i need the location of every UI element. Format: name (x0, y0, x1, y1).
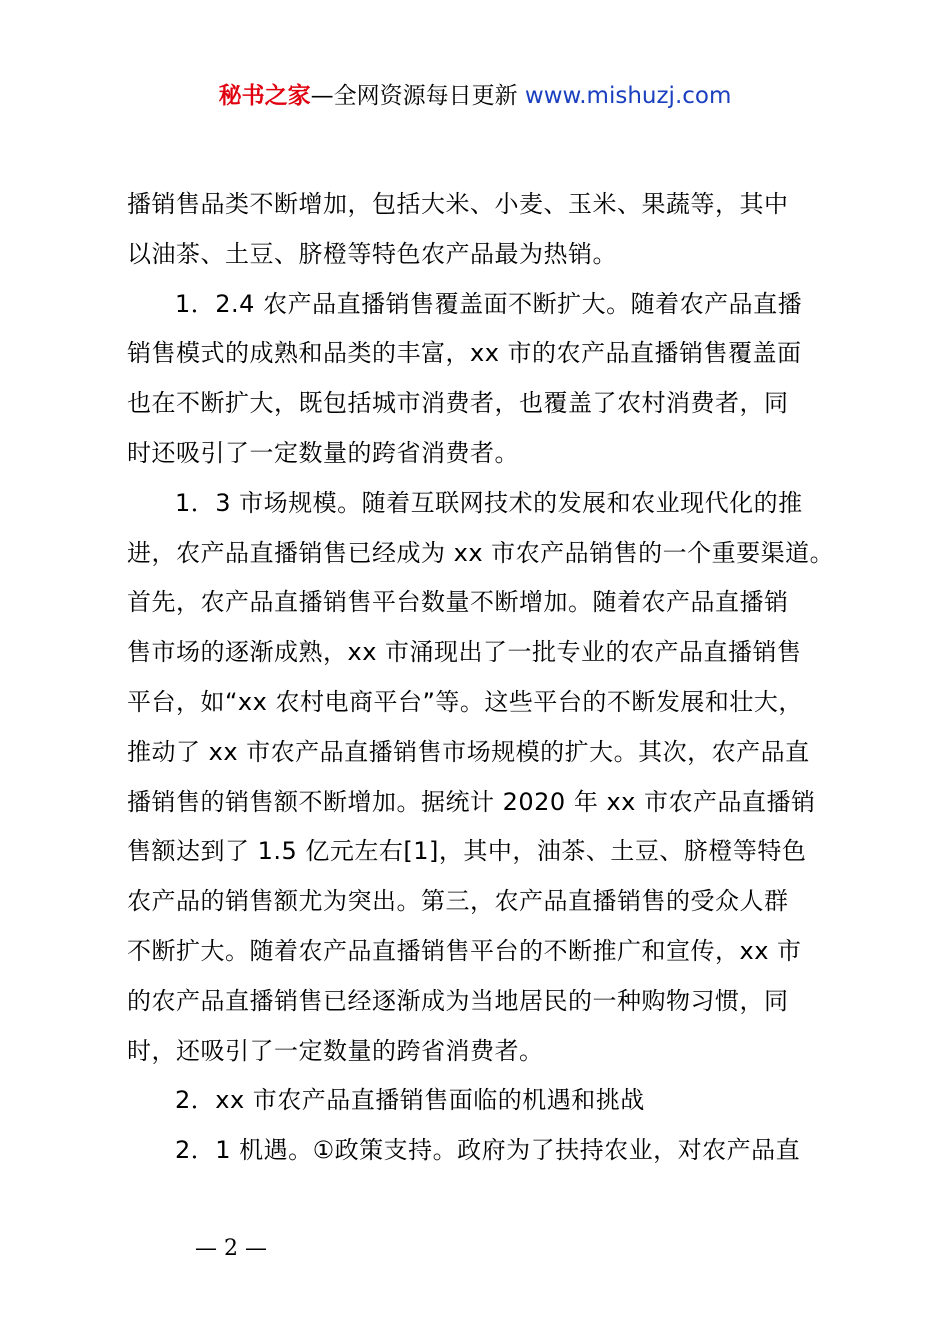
text-line: 播销售品类不断增加，包括大米、小麦、玉米、果蔬等，其中 (127, 190, 789, 218)
text-line: 2．xx 市农产品直播销售面临的机遇和挑战 (175, 1086, 645, 1115)
site-brand: 秘书之家 (218, 83, 311, 109)
document-body (127, 180, 839, 1176)
text-line: 1．2.4 农产品直播销售覆盖面不断扩大。随着农产品直播 (175, 289, 803, 318)
text-line: 平台，如“xx 农村电商平台”等。这些平台的不断发展和壮大， (127, 687, 803, 716)
text-line: 时还吸引了一定数量的跨省消费者。 (127, 438, 519, 467)
site-tagline: —全网资源每日更新 (310, 83, 518, 109)
text-line: 进，农产品直播销售已经成为 xx 市农产品销售的一个重要渠道。 (127, 538, 835, 567)
site-header (0, 80, 950, 112)
text-line: 播销售的销售额不断增加。据统计 2020 年 xx 市农产品直播销 (127, 787, 816, 816)
text-line: 2．1 机遇。①政策支持。政府为了扶持农业，对农产品直 (175, 1136, 801, 1165)
site-url-link[interactable]: www.mishuzj.com (524, 83, 732, 109)
text-line: 时，还吸引了一定数量的跨省消费者。 (127, 1036, 544, 1065)
page-number: — 2 — (195, 1236, 267, 1261)
text-line: 售额达到了 1.5 亿元左右[1]，其中，油茶、土豆、脐橙等特色 (127, 837, 807, 866)
text-line: 农产品的销售额尤为突出。第三，农产品直播销售的受众人群 (127, 887, 789, 916)
text-line: 推动了 xx 市农产品直播销售市场规模的扩大。其次，农产品直 (127, 737, 810, 766)
text-line: 以油茶、土豆、脐橙等特色农产品最为热销。 (127, 239, 617, 268)
text-line: 销售模式的成熟和品类的丰富，xx 市的农产品直播销售覆盖面 (127, 339, 802, 368)
text-line: 不断扩大。随着农产品直播销售平台的不断推广和宣传，xx 市 (127, 936, 802, 965)
text-line: 的农产品直播销售已经逐渐成为当地居民的一种购物习惯，同 (127, 986, 789, 1015)
text-line: 1．3 市场规模。随着互联网技术的发展和农业现代化的推 (175, 488, 803, 517)
text-line: 首先，农产品直播销售平台数量不断增加。随着农产品直播销 (127, 588, 789, 617)
text-line: 售市场的逐渐成熟，xx 市涌现出了一批专业的农产品直播销售 (127, 638, 802, 667)
text-line: 也在不断扩大，既包括城市消费者，也覆盖了农村消费者，同 (127, 389, 789, 418)
